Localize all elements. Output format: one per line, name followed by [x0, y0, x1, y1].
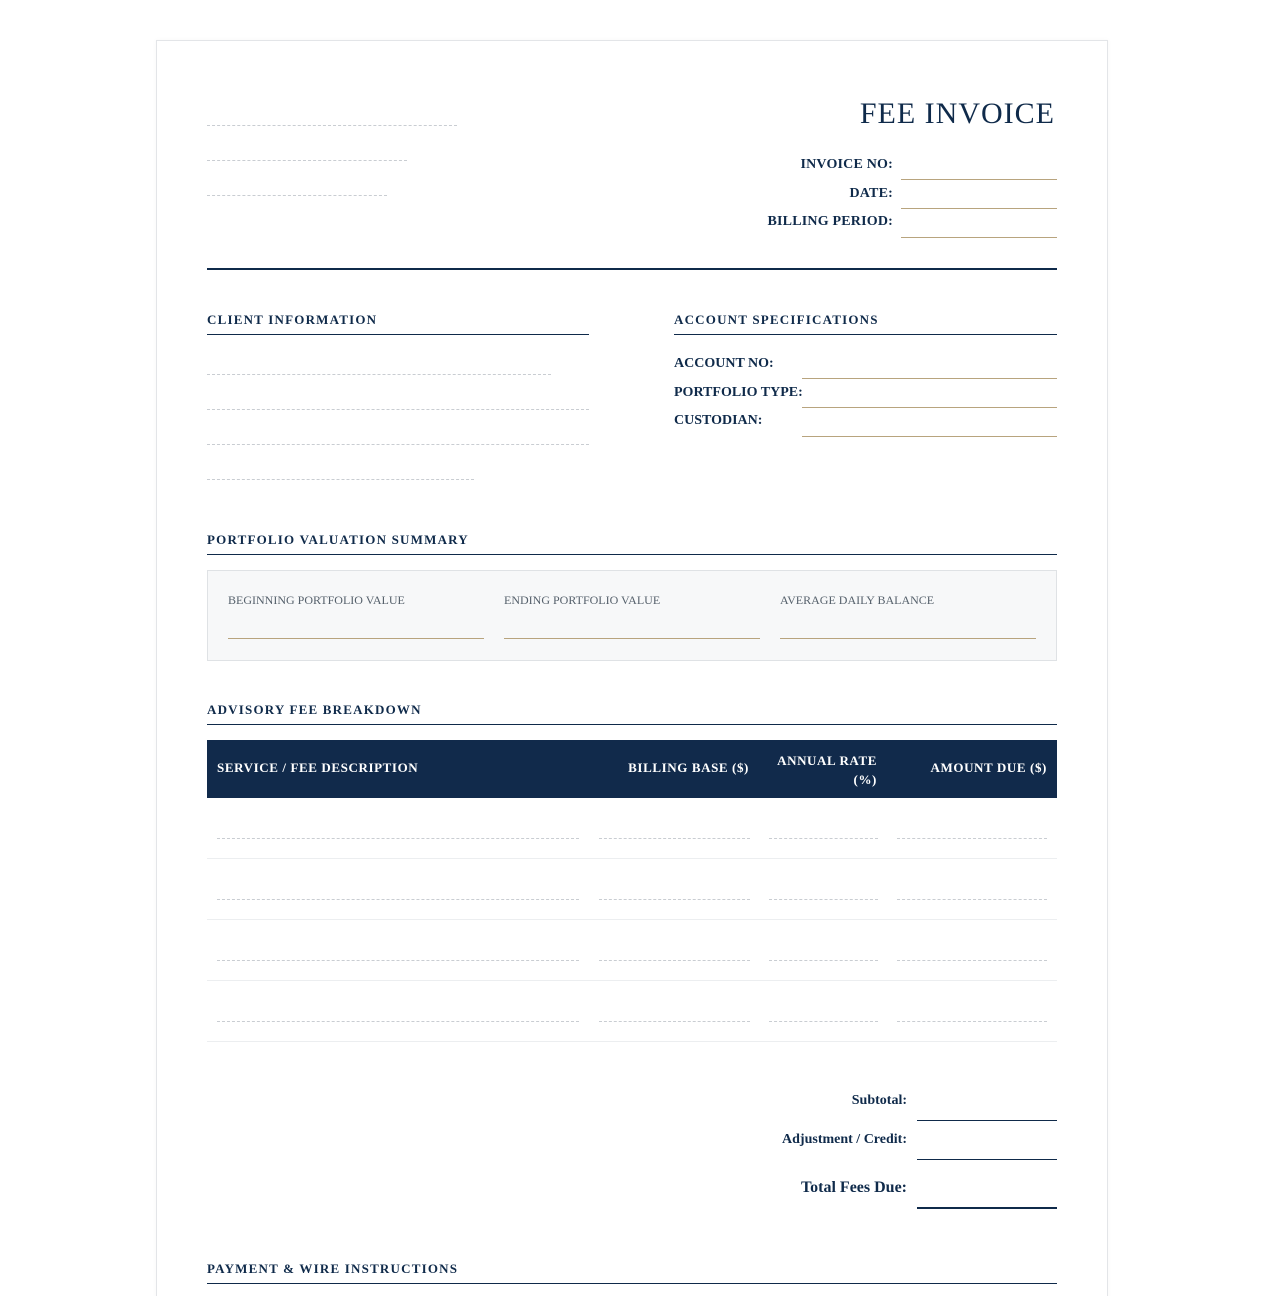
- row3-description[interactable]: [217, 960, 579, 961]
- table-row-separator: [207, 919, 1057, 920]
- total-fees-field[interactable]: [917, 1207, 1057, 1209]
- custodian-field[interactable]: [802, 436, 1057, 437]
- company-name-line: [207, 125, 457, 126]
- table-row-separator: [207, 1041, 1057, 1042]
- beginning-value-field[interactable]: [228, 638, 484, 639]
- valuation-summary-box: [207, 570, 1057, 661]
- invoice-no-label: INVOICE NO:: [800, 157, 893, 172]
- ending-value-field[interactable]: [504, 638, 760, 639]
- average-balance-field[interactable]: [780, 638, 1036, 639]
- row3-billing-base[interactable]: [599, 960, 750, 961]
- company-contact-line: [207, 195, 387, 196]
- adjustment-label: Adjustment / Credit:: [782, 1132, 907, 1147]
- adjustment-field[interactable]: [917, 1159, 1057, 1160]
- account-specifications-heading: ACCOUNT SPECIFICATIONS: [674, 312, 879, 327]
- invoice-no-field[interactable]: [901, 179, 1057, 180]
- row4-description[interactable]: [217, 1021, 579, 1022]
- subtotal-label: Subtotal:: [851, 1093, 907, 1108]
- client-line-2[interactable]: [207, 409, 589, 410]
- table-row-separator: [207, 980, 1057, 981]
- payment-heading-rule: [207, 1283, 1057, 1284]
- row4-billing-base[interactable]: [599, 1021, 750, 1022]
- valuation-summary-heading: PORTFOLIO VALUATION SUMMARY: [207, 532, 469, 547]
- fee-table-header: [207, 740, 1057, 798]
- row2-billing-base[interactable]: [599, 899, 750, 900]
- custodian-label: CUSTODIAN:: [674, 413, 763, 428]
- billing-period-label: BILLING PERIOD:: [767, 214, 893, 229]
- client-line-4[interactable]: [207, 479, 474, 480]
- fee-breakdown-heading: ADVISORY FEE BREAKDOWN: [207, 702, 422, 717]
- subtotal-field[interactable]: [917, 1120, 1057, 1121]
- ending-value-label: ENDING PORTFOLIO VALUE: [504, 593, 661, 607]
- annual-rate-line2: (%): [853, 772, 877, 787]
- date-label: DATE:: [849, 186, 893, 201]
- col-billing-base-header: BILLING BASE ($): [628, 760, 749, 775]
- row1-description[interactable]: [217, 838, 579, 839]
- payment-instructions-heading: PAYMENT & WIRE INSTRUCTIONS: [207, 1261, 459, 1276]
- account-no-label: ACCOUNT NO:: [674, 356, 774, 371]
- row2-annual-rate[interactable]: [769, 899, 878, 900]
- average-balance-label: AVERAGE DAILY BALANCE: [780, 593, 935, 607]
- table-row-separator: [207, 858, 1057, 859]
- row2-description[interactable]: [217, 899, 579, 900]
- row1-annual-rate[interactable]: [769, 838, 878, 839]
- account-no-field[interactable]: [802, 378, 1057, 379]
- client-line-1[interactable]: [207, 374, 551, 375]
- col-annual-rate-header: [767, 751, 877, 789]
- portfolio-type-field[interactable]: [802, 407, 1057, 408]
- row4-annual-rate[interactable]: [769, 1021, 878, 1022]
- col-description-header: SERVICE / FEE DESCRIPTION: [217, 760, 419, 775]
- date-field[interactable]: [901, 208, 1057, 209]
- portfolio-type-label: PORTFOLIO TYPE:: [674, 385, 803, 400]
- header-divider: [207, 268, 1057, 270]
- annual-rate-line1: ANNUAL RATE: [777, 753, 877, 768]
- total-fees-label: Total Fees Due:: [800, 1179, 907, 1196]
- fee-heading-rule: [207, 724, 1057, 725]
- row1-amount-due[interactable]: [897, 838, 1047, 839]
- col-amount-due-header: AMOUNT DUE ($): [930, 760, 1047, 775]
- client-information-heading: CLIENT INFORMATION: [207, 312, 378, 327]
- invoice-title: FEE INVOICE: [859, 97, 1055, 130]
- row3-amount-due[interactable]: [897, 960, 1047, 961]
- client-line-3[interactable]: [207, 444, 589, 445]
- row1-billing-base[interactable]: [599, 838, 750, 839]
- valuation-heading-rule: [207, 554, 1057, 555]
- beginning-value-label: BEGINNING PORTFOLIO VALUE: [228, 593, 405, 607]
- billing-period-field[interactable]: [901, 237, 1057, 238]
- client-heading-rule: [207, 334, 589, 335]
- company-address-line: [207, 160, 407, 161]
- row2-amount-due[interactable]: [897, 899, 1047, 900]
- account-heading-rule: [674, 334, 1057, 335]
- invoice-page: [156, 40, 1108, 1296]
- row4-amount-due[interactable]: [897, 1021, 1047, 1022]
- row3-annual-rate[interactable]: [769, 960, 878, 961]
